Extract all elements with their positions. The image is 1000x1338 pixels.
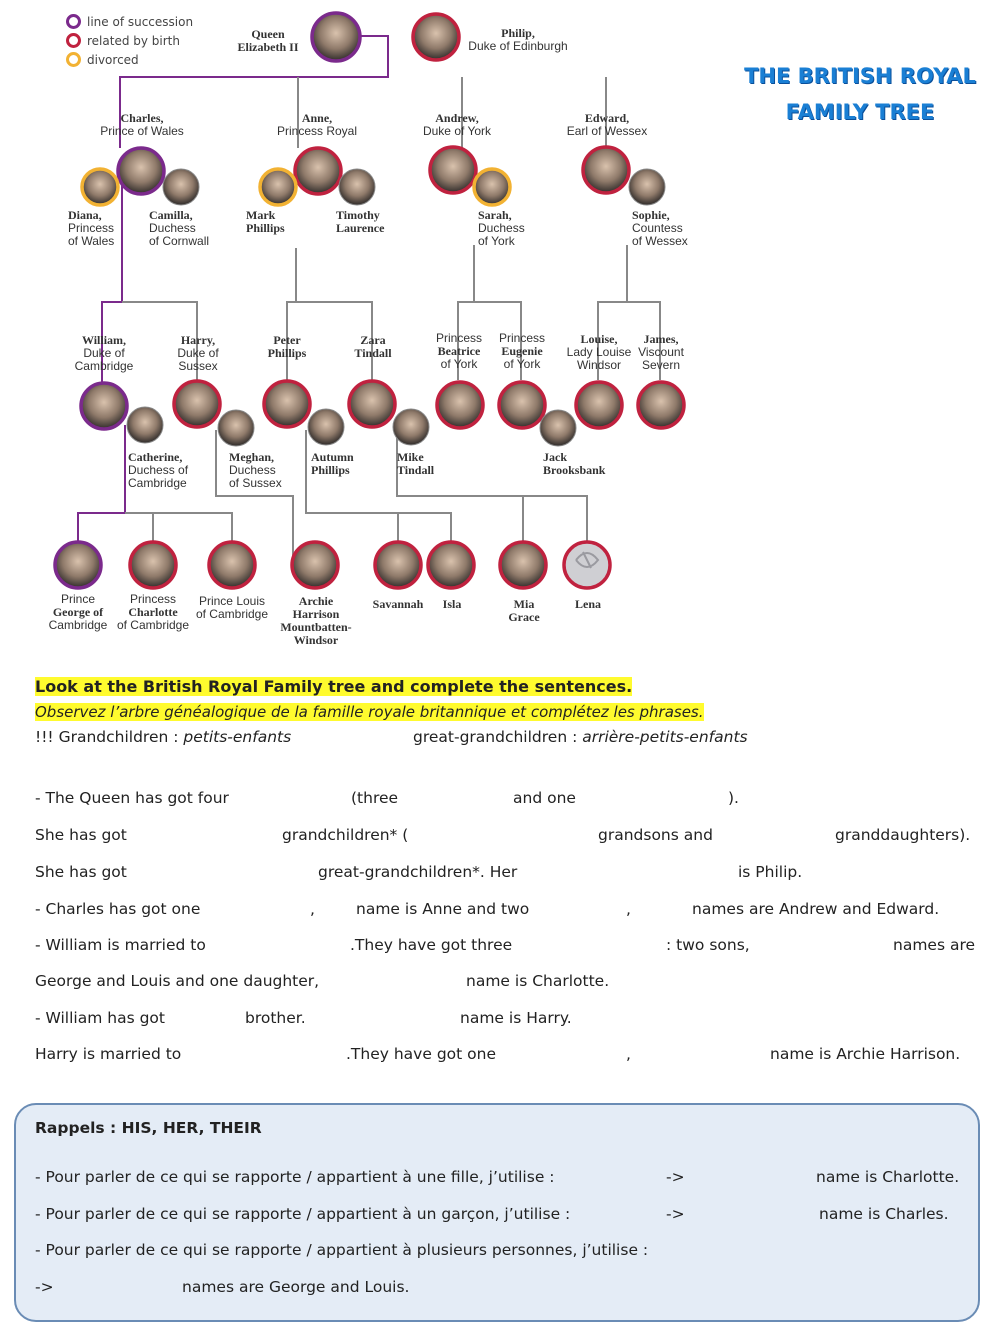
- sentence-text: brother.: [245, 1009, 306, 1027]
- sentence-text: She has got: [35, 863, 127, 881]
- mark-name: Mark Phillips: [246, 208, 285, 235]
- mark-portrait: [260, 169, 296, 205]
- george-name: Prince George of Cambridge: [48, 592, 108, 632]
- sentence-text: granddaughters).: [835, 826, 971, 844]
- anne-portrait: [295, 148, 341, 194]
- harry-portrait: [174, 381, 220, 427]
- mike-portrait: [393, 409, 429, 445]
- anne-name: Anne, Princess Royal: [276, 111, 358, 138]
- instruction-english: Look at the British Royal Family tree and complete the sentences.: [35, 677, 633, 696]
- timothy-portrait: [339, 169, 375, 205]
- sentence-text: ).: [728, 789, 739, 807]
- sentence-text: name is Harry.: [460, 1009, 572, 1027]
- reminder-arrow: ->: [35, 1278, 54, 1296]
- william-portrait: [81, 383, 127, 429]
- sentence-text: ,: [626, 900, 631, 918]
- camilla-name: Camilla, Duchess of Cornwall: [149, 208, 210, 248]
- sentence-text: (three: [351, 789, 399, 807]
- sentence-text: and one: [513, 789, 576, 807]
- louise-name: Louise, Lady Louise Windsor: [566, 332, 632, 372]
- peter-name: Peter Phillips: [267, 333, 307, 360]
- sentence-text: - William is married to: [35, 936, 206, 954]
- zara-portrait: [349, 381, 395, 427]
- sentence-text: name is Anne and two: [356, 900, 530, 918]
- vocab-great-grandchildren: great-grandchildren : arrière-petits-enfants: [413, 728, 748, 746]
- legend-related-by-birth: related by birth: [66, 33, 180, 48]
- sentence-text: is Philip.: [738, 863, 803, 881]
- edward-name: Edward, Earl of Wessex: [566, 111, 648, 138]
- sarah-portrait: [474, 169, 510, 205]
- catherine-portrait: [127, 407, 163, 443]
- isla-name: Isla: [442, 597, 462, 611]
- sentence-text: She has got: [35, 826, 127, 844]
- sentence-text: : two sons,: [666, 936, 750, 954]
- charles-name: Charles, Prince of Wales: [100, 111, 184, 138]
- meghan-portrait: [218, 410, 254, 446]
- legend-line-of-succession: line of succession: [66, 14, 193, 29]
- sophie-name: Sophie, Countess of Wessex: [632, 208, 688, 248]
- sentence-text: George and Louis and one daughter,: [35, 972, 320, 990]
- sentence-text: ,: [626, 1045, 631, 1063]
- james-portrait: [638, 382, 684, 428]
- eugenie-portrait: [499, 382, 545, 428]
- william-name: William, Duke of Cambridge: [74, 333, 134, 373]
- sarah-name: Sarah, Duchess of York: [478, 208, 525, 248]
- eugenie-name: Princess Eugenie of York: [498, 331, 546, 371]
- queen-portrait: [312, 13, 360, 61]
- peter-portrait: [264, 381, 310, 427]
- archie-portrait: [292, 542, 338, 588]
- sentence-text: .They have got one: [346, 1045, 496, 1063]
- sentence-text: ,: [310, 900, 315, 918]
- edward-portrait: [583, 147, 629, 193]
- philip-portrait: [413, 14, 459, 60]
- savannah-portrait: [375, 542, 421, 588]
- beatrice-portrait: [437, 382, 483, 428]
- lena-name: Lena: [574, 597, 602, 611]
- zara-name: Zara Tindall: [354, 333, 392, 360]
- sentence-text: name is Charlotte.: [466, 972, 610, 990]
- sentence-text: - William has got: [35, 1009, 165, 1027]
- savannah-name: Savannah: [372, 597, 424, 611]
- reminder-text: name is Charles.: [819, 1205, 949, 1223]
- reminder-text: - Pour parler de ce qui se rapporte / appartient à plusieurs personnes, j’utilise :: [35, 1241, 649, 1259]
- instruction-french: Observez l’arbre généalogique de la famille royale britannique et complétez les phrases.: [35, 703, 704, 721]
- mia-name: Mia Grace: [508, 597, 540, 624]
- louise-portrait: [576, 382, 622, 428]
- sentence-text: grandchildren* (: [282, 826, 409, 844]
- harry-name: Harry, Duke of Sussex: [177, 333, 219, 373]
- reminder-text: - Pour parler de ce qui se rapporte / appartient à une fille, j’utilise :: [35, 1168, 555, 1186]
- andrew-name: Andrew, Duke of York: [422, 111, 492, 138]
- george-portrait: [55, 542, 101, 588]
- reminder-arrow: ->: [666, 1168, 685, 1186]
- sentence-text: names are Andrew and Edward.: [692, 900, 940, 918]
- sentence-text: - The Queen has got four: [35, 789, 229, 807]
- jack-portrait: [540, 410, 576, 446]
- portraits: [55, 13, 684, 588]
- sentence-text: great-grandchildren*. Her: [318, 863, 518, 881]
- reminder-text: - Pour parler de ce qui se rapporte / appartient à un garçon, j’utilise :: [35, 1205, 571, 1223]
- reminder-arrow: ->: [666, 1205, 685, 1223]
- queen-name: Queen Elizabeth II: [237, 27, 299, 54]
- andrew-portrait: [430, 147, 476, 193]
- legend-divorced: divorced: [66, 52, 139, 67]
- autumn-portrait: [308, 409, 344, 445]
- camilla-portrait: [163, 169, 199, 205]
- sentence-text: .They have got three: [350, 936, 513, 954]
- sentence-text: - Charles has got one: [35, 900, 201, 918]
- louis-name: Prince Louis of Cambridge: [195, 594, 269, 621]
- james-name: James, Viscount Severn: [638, 332, 684, 372]
- autumn-name: Autumn Phillips: [311, 450, 354, 477]
- sentence-text: grandsons and: [598, 826, 713, 844]
- timothy-name: Timothy Laurence: [336, 208, 385, 235]
- jack-name: Jack Brooksbank: [543, 450, 606, 477]
- meghan-name: Meghan, Duchess of Sussex: [229, 450, 282, 490]
- reminder-text: name is Charlotte.: [816, 1168, 960, 1186]
- sentence-text: Harry is married to: [35, 1045, 182, 1063]
- isla-portrait: [428, 542, 474, 588]
- page-title: THE BRITISH ROYAL FAMILY TREE: [744, 64, 976, 124]
- philip-name: Philip, Duke of Edinburgh: [468, 26, 568, 53]
- archie-name: Archie Harrison Mountbatten-Windsor: [280, 594, 352, 647]
- louis-portrait: [209, 542, 255, 588]
- sentence-text: name is Archie Harrison.: [770, 1045, 961, 1063]
- mia-portrait: [500, 542, 546, 588]
- charlotte-name: Princess Charlotte of Cambridge: [116, 592, 190, 632]
- reminder-text: names are George and Louis.: [182, 1278, 410, 1296]
- mike-name: Mike Tindall: [397, 450, 435, 477]
- lena-portrait: [564, 542, 610, 588]
- diana-portrait: [82, 169, 118, 205]
- catherine-name: Catherine, Duchess of Cambridge: [128, 450, 189, 490]
- vocab-grandchildren: !!! Grandchildren : petits-enfants: [35, 728, 292, 746]
- charlotte-portrait: [130, 542, 176, 588]
- sentence-text: names are: [893, 936, 976, 954]
- charles-portrait: [118, 148, 164, 194]
- family-tree: [0, 0, 1000, 660]
- diana-name: Diana, Princess of Wales: [68, 208, 115, 248]
- sophie-portrait: [629, 169, 665, 205]
- reminder-title: Rappels : HIS, HER, THEIR: [35, 1119, 262, 1137]
- beatrice-name: Princess Beatrice of York: [435, 331, 483, 371]
